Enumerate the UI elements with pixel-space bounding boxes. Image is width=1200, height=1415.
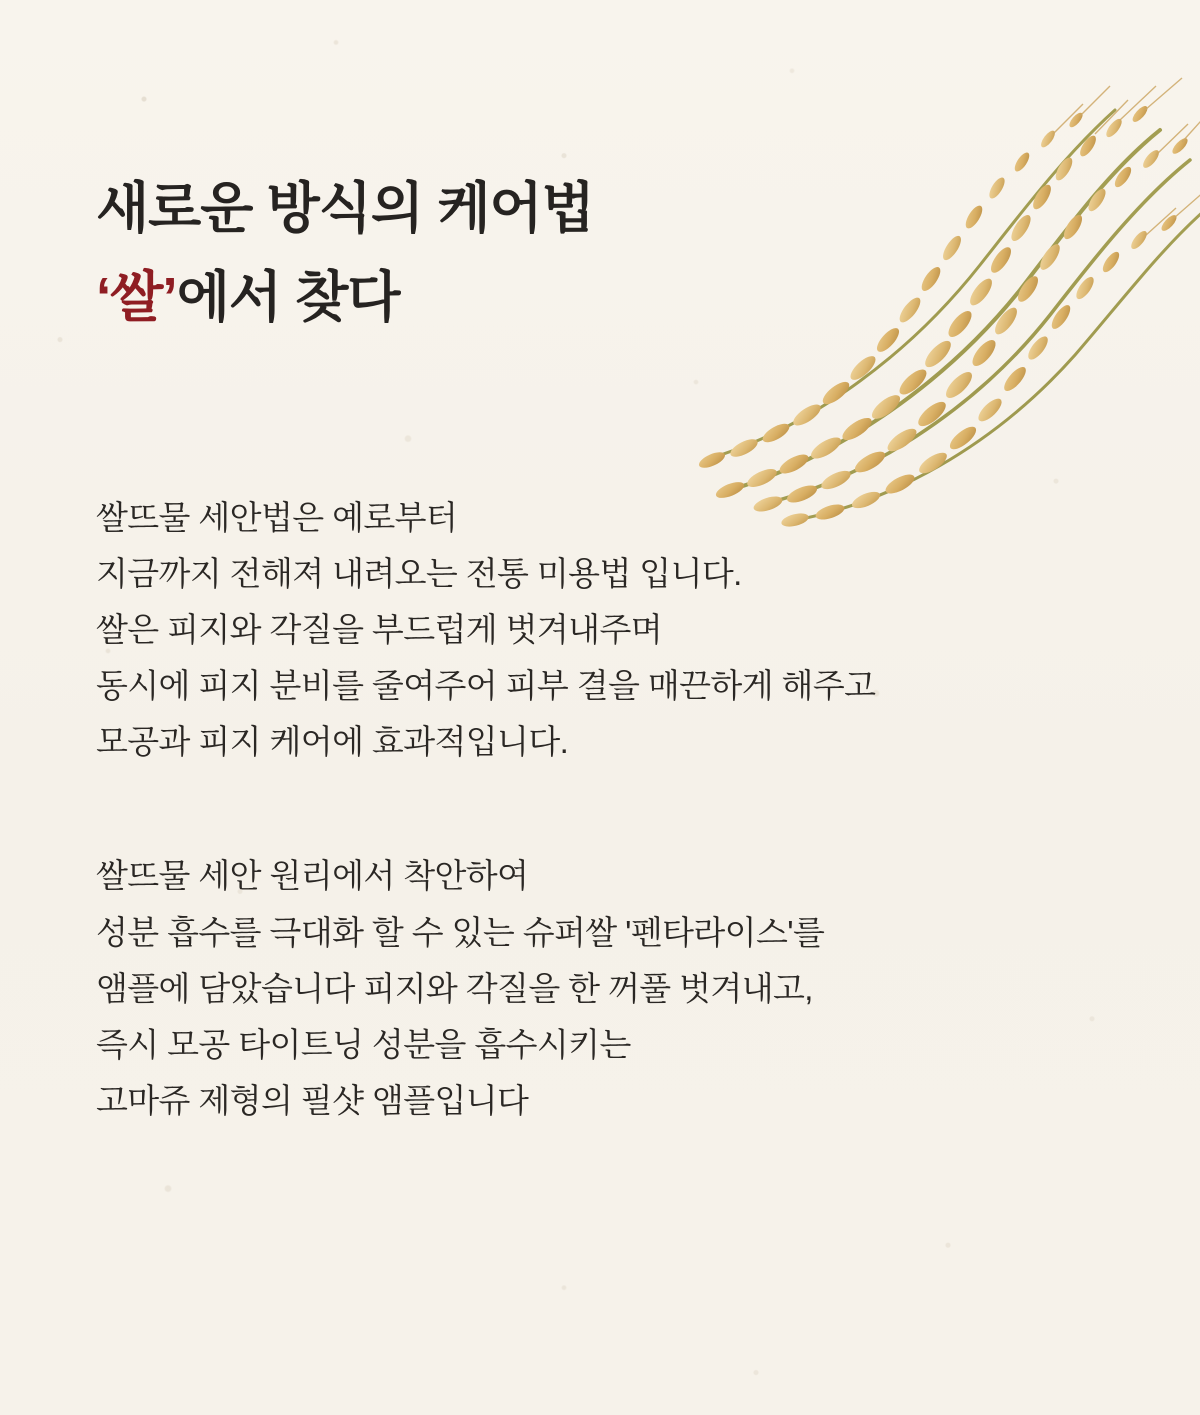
paragraph-1-line-5: 모공과 피지 케어에 효과적입니다. xyxy=(96,723,569,761)
paragraph-1-line-4: 동시에 피지 분비를 줄여주어 피부 결을 매끈하게 해주고 xyxy=(96,667,876,705)
paragraph-1-line-3: 쌀은 피지와 각질을 부드럽게 벗겨내주며 xyxy=(96,611,662,649)
paragraph-2-line-2: 성분 흡수를 극대화 할 수 있는 슈퍼쌀 '펜타라이스'를 xyxy=(96,913,825,951)
paragraph-2-line-5: 고마쥬 제형의 필샷 앰플입니다 xyxy=(96,1081,529,1119)
headline-accent-word: ‘쌀’ xyxy=(96,265,177,328)
paragraph-2-line-4: 즉시 모공 타이트닝 성분을 흡수시키는 xyxy=(96,1025,631,1063)
headline-line-2 xyxy=(96,265,796,330)
paragraph-2-line-1: 쌀뜨물 세안 원리에서 착안하여 xyxy=(96,857,529,895)
paragraph-spacer xyxy=(96,770,1136,848)
paragraph-2-line-3: 앰플에 담았습니다 피지와 각질을 한 꺼풀 벗겨내고, xyxy=(96,969,813,1007)
paragraph-1-line-1: 쌀뜨물 세안법은 예로부터 xyxy=(96,499,458,536)
headline-line-2-rest: 에서 찾다 xyxy=(176,265,400,328)
paragraph-1-line-2: 지금까지 전해져 내려오는 전통 미용법 입니다. xyxy=(96,555,742,593)
headline-line-1: 새로운 방식의 케어법 xyxy=(96,177,594,239)
headline-block xyxy=(96,176,796,330)
body-copy-block xyxy=(96,490,1136,1129)
